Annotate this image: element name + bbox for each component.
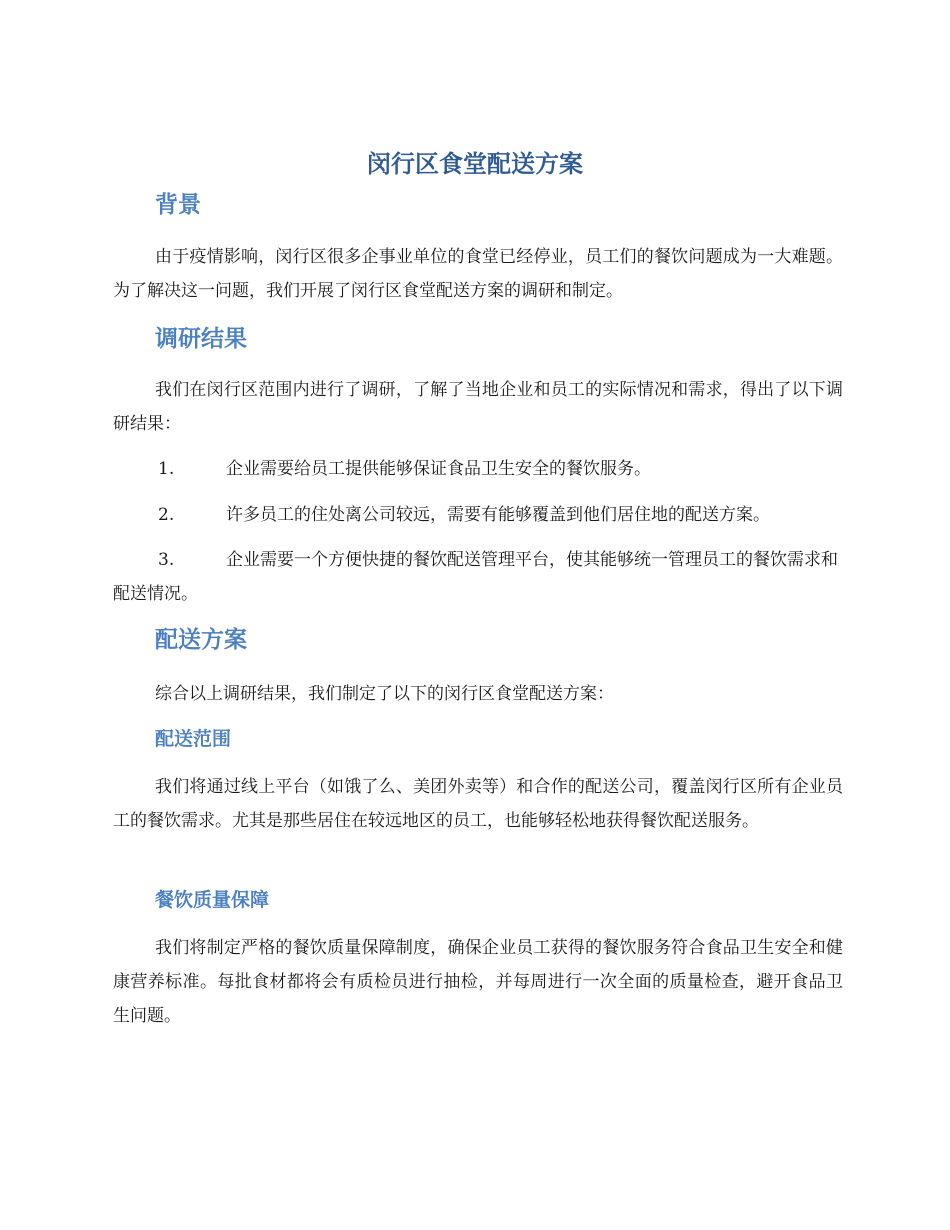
list-item	[113, 452, 843, 486]
list-item-number: 3.	[158, 550, 175, 570]
section-heading-research-results: 调研结果	[155, 326, 247, 352]
list-item-text: 企业需要给员工提供能够保证食品卫生安全的餐饮服务。	[226, 459, 651, 479]
document-title: 闵行区食堂配送方案	[367, 150, 583, 178]
section-heading-delivery-plan: 配送方案	[155, 627, 247, 653]
list-item-number: 2.	[158, 505, 175, 525]
subsection-heading-quality-assurance: 餐饮质量保障	[155, 889, 270, 911]
delivery-range-paragraph: 我们将通过线上平台（如饿了么、美团外卖等）和合作的配送公司，覆盖闵行区所有企业员工的餐饮需求。尤其是那些居住在较远地区的员工，也能够轻松地获得餐饮配送服务。	[113, 777, 843, 831]
list-item-text: 许多员工的住处离公司较远，需要有能够覆盖到他们居住地的配送方案。	[226, 505, 770, 525]
background-paragraph: 由于疫情影响，闵行区很多企事业单位的食堂已经停业，员工们的餐饮问题成为一大难题。为了解决这一问题，我们开展了闵行区食堂配送方案的调研和制定。	[113, 247, 843, 301]
list-item	[113, 543, 843, 611]
subsection-heading-delivery-range: 配送范围	[155, 728, 232, 750]
list-item-text: 企业需要一个方便快捷的餐饮配送管理平台，使其能够统一管理员工的餐饮需求和配送情况。	[113, 550, 838, 604]
delivery-plan-intro: 综合以上调研结果，我们制定了以下的闵行区食堂配送方案：	[155, 684, 614, 704]
list-item	[113, 498, 843, 532]
quality-assurance-paragraph: 我们将制定严格的餐饮质量保障制度，确保企业员工获得的餐饮服务符合食品卫生安全和健康营养标准。每批食材都将会有质检员进行抽检，并每周进行一次全面的质量检查，避开食品卫生问题。	[113, 938, 843, 1026]
list-item-number: 1.	[158, 459, 175, 479]
section-heading-background: 背景	[155, 192, 201, 218]
research-intro-paragraph: 我们在闵行区范围内进行了调研，了解了当地企业和员工的实际情况和需求，得出了以下调研结果：	[113, 380, 843, 434]
